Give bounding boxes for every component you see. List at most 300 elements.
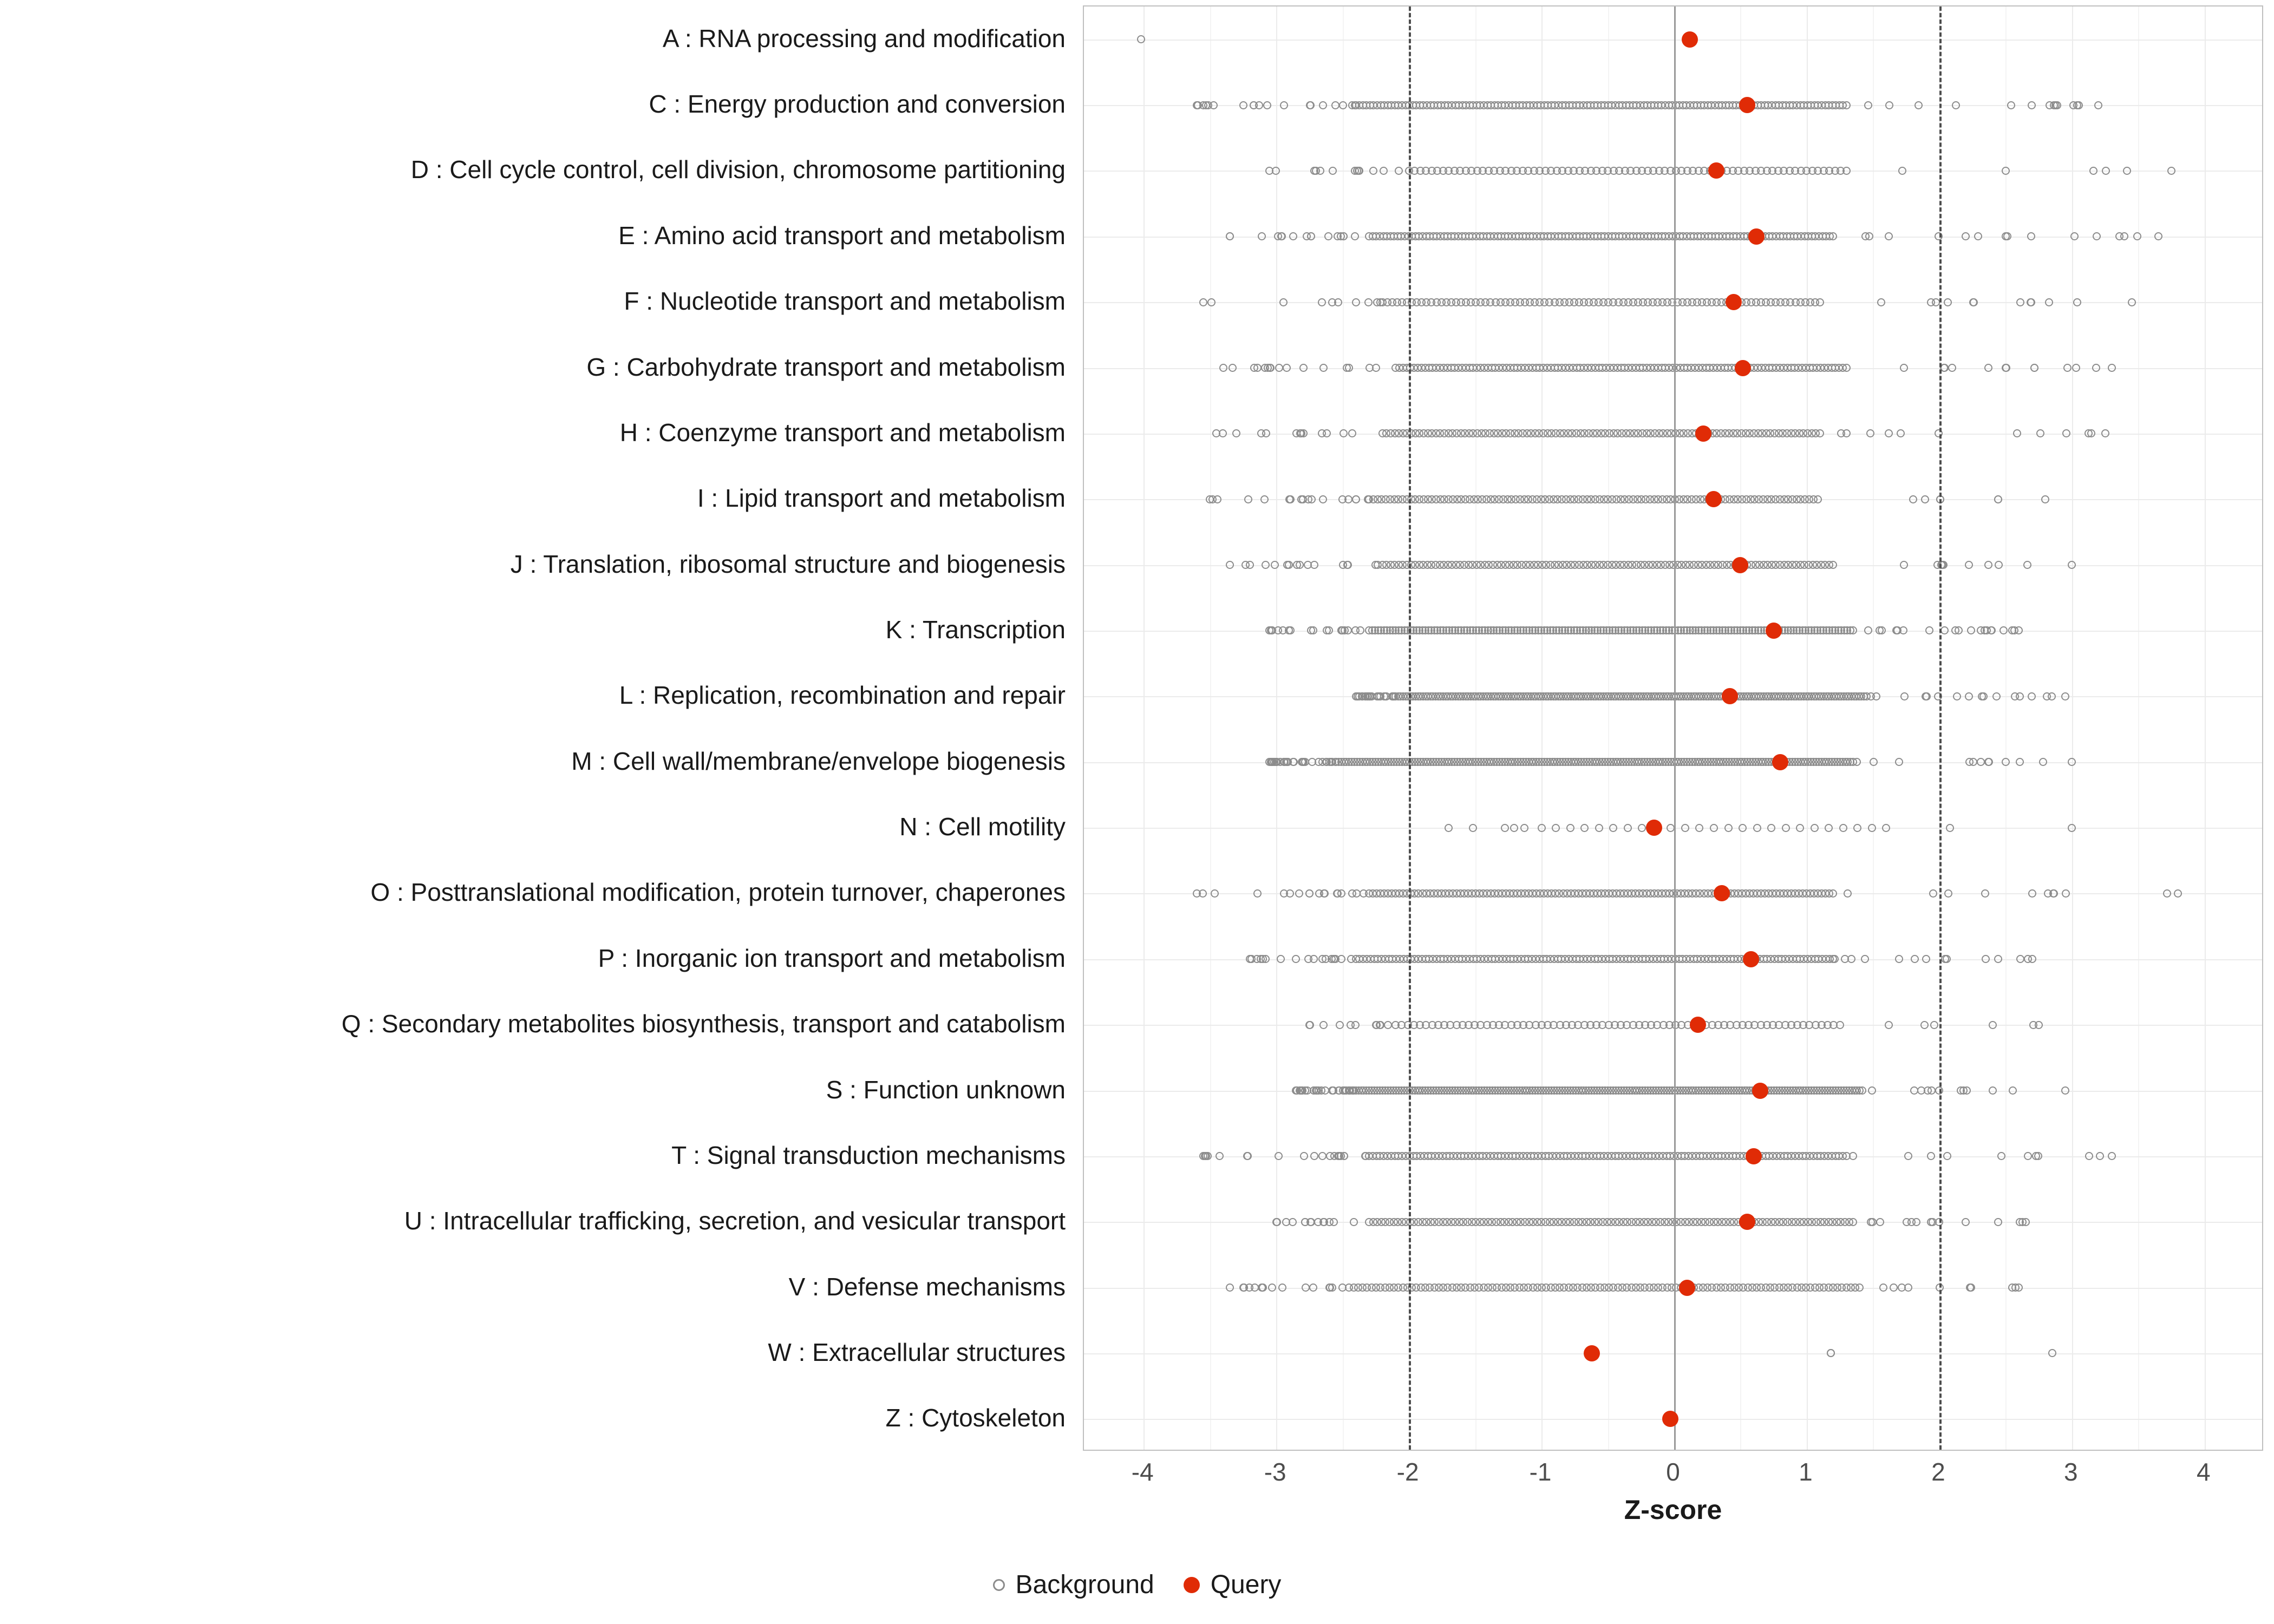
background-point [1903, 1218, 1911, 1226]
background-point [1814, 495, 1822, 503]
background-point [1876, 626, 1884, 634]
background-point [1900, 692, 1909, 700]
background-point [1922, 955, 1930, 963]
background-point [1925, 626, 1933, 634]
background-point [1319, 364, 1328, 372]
y-axis-label: Z : Cytoskeleton [885, 1404, 1066, 1432]
query-point [1743, 951, 1759, 967]
background-point [2002, 758, 2010, 766]
x-axis-tick-label: 1 [1799, 1458, 1813, 1486]
background-point [1268, 1284, 1276, 1292]
background-point [1948, 364, 1956, 372]
background-point [2068, 758, 2076, 766]
background-point [2072, 364, 2080, 372]
background-point [1842, 167, 1851, 175]
background-point [1695, 824, 1703, 832]
background-point [2041, 495, 2049, 503]
background-point [2028, 889, 2036, 898]
background-point [1929, 889, 1937, 898]
background-point [2027, 298, 2035, 306]
gridline-minor-x [1210, 6, 1211, 1450]
background-point [2062, 429, 2070, 437]
background-point [1940, 626, 1949, 634]
background-point [2085, 1152, 2093, 1160]
background-point [1301, 1218, 1309, 1226]
background-point [1323, 626, 1331, 634]
background-point [1962, 232, 1970, 240]
background-point [1638, 824, 1646, 832]
background-point [2002, 167, 2010, 175]
background-point [1876, 1218, 1884, 1226]
gridline-major-x [2072, 6, 2073, 1450]
background-point [1260, 495, 1269, 503]
background-point [1216, 1152, 1224, 1160]
background-point [1278, 1284, 1286, 1292]
background-point [1865, 232, 1873, 240]
background-point [1724, 824, 1733, 832]
background-point [1286, 626, 1295, 634]
background-point [2030, 364, 2038, 372]
legend-label-background: Background [1015, 1570, 1154, 1599]
background-point [2048, 1349, 2056, 1357]
background-point [1289, 758, 1297, 766]
background-point [1244, 495, 1252, 503]
background-point [1911, 955, 1919, 963]
background-point [1325, 1218, 1334, 1226]
background-point [1970, 298, 1978, 306]
background-point [1897, 429, 1905, 437]
background-point [1275, 1152, 1283, 1160]
background-point [1193, 101, 1201, 109]
background-point [1369, 167, 1377, 175]
background-point [1319, 495, 1327, 503]
background-point [1842, 364, 1851, 372]
background-point [1992, 692, 2001, 700]
background-point [2062, 889, 2070, 898]
background-point [1855, 1284, 1864, 1292]
background-point [1501, 824, 1509, 832]
threshold-line [1409, 6, 1411, 1450]
background-point [1279, 298, 1288, 306]
background-point [1226, 1284, 1234, 1292]
background-point [1912, 1218, 1920, 1226]
background-point [1364, 495, 1372, 503]
background-point [1334, 889, 1342, 898]
background-point [2023, 561, 2031, 569]
background-point [1984, 364, 1992, 372]
background-point [1339, 561, 1347, 569]
background-point [1870, 758, 1878, 766]
background-point [1309, 1284, 1317, 1292]
y-axis-label: O : Posttranslational modification, protein turnover, chaperones [370, 878, 1066, 907]
background-point [1944, 298, 1952, 306]
background-point [2050, 889, 2058, 898]
background-point [1292, 955, 1300, 963]
gridline-minor-x [1343, 6, 1344, 1450]
gridline-minor-x [1740, 6, 1741, 1450]
gridline-major-x [1143, 6, 1145, 1450]
background-point [1207, 298, 1216, 306]
background-point [1877, 298, 1885, 306]
background-point [1967, 1284, 1975, 1292]
x-axis-tick-label: 0 [1666, 1458, 1680, 1486]
gridline-minor-x [1873, 6, 1874, 1450]
background-point [1319, 101, 1327, 109]
background-point [1710, 824, 1718, 832]
background-point [1338, 1284, 1347, 1292]
background-point [1829, 232, 1837, 240]
background-point [1984, 561, 1992, 569]
background-point [1199, 298, 1207, 306]
background-point [1226, 561, 1234, 569]
background-point [2087, 429, 2095, 437]
background-point [1344, 495, 1352, 503]
background-point [2123, 167, 2131, 175]
background-point [1331, 101, 1339, 109]
background-point [1816, 429, 1824, 437]
x-axis-tick-label: -2 [1396, 1458, 1419, 1486]
background-point [1982, 955, 1990, 963]
background-point [1280, 101, 1288, 109]
y-axis-label: D : Cell cycle control, cell division, chromosome partitioning [410, 155, 1066, 184]
background-point [1258, 232, 1266, 240]
background-point [1286, 889, 1294, 898]
filled-circle-icon [1184, 1577, 1200, 1593]
background-point [1365, 692, 1374, 700]
background-point [1868, 824, 1876, 832]
background-point [2016, 955, 2024, 963]
background-point [1879, 1284, 1887, 1292]
background-point [1395, 167, 1403, 175]
background-point [1974, 232, 1982, 240]
gridline-row [1084, 1353, 2262, 1354]
background-point [1904, 1152, 1912, 1160]
background-point [1988, 626, 1996, 634]
query-point [1584, 1345, 1600, 1361]
background-point [2050, 101, 2058, 109]
background-point [1782, 824, 1790, 832]
background-point [2022, 1218, 2030, 1226]
background-point [1552, 824, 1560, 832]
y-axis-label: F : Nucleotide transport and metabolism [624, 287, 1066, 316]
background-point [1994, 955, 2002, 963]
background-point [1962, 1218, 1970, 1226]
background-point [1263, 101, 1271, 109]
background-point [2016, 298, 2024, 306]
query-point [1706, 491, 1722, 507]
background-point [1510, 824, 1518, 832]
background-point [1280, 758, 1288, 766]
background-point [1315, 758, 1323, 766]
background-point [1853, 824, 1861, 832]
y-axis-label: M : Cell wall/membrane/envelope biogenesis [571, 746, 1066, 775]
query-point [1766, 623, 1782, 639]
x-axis-tick-label: 3 [2064, 1458, 2078, 1486]
background-point [1847, 955, 1855, 963]
y-axis-category-labels [0, 0, 1077, 1456]
background-point [1296, 561, 1304, 569]
y-axis-label: P : Inorganic ion transport and metabolism [598, 944, 1066, 972]
y-axis-label: H : Coenzyme transport and metabolism [619, 418, 1066, 447]
background-point [2028, 955, 2036, 963]
y-axis-label: T : Signal transduction mechanisms [671, 1141, 1066, 1169]
background-point [1272, 1218, 1280, 1226]
background-point [2073, 298, 2081, 306]
background-point [1250, 101, 1258, 109]
background-point [2024, 1152, 2032, 1160]
background-point [1867, 1218, 1875, 1226]
background-point [1955, 626, 1963, 634]
background-point [2167, 167, 2175, 175]
chart-legend [0, 1570, 2274, 1600]
background-point [1365, 364, 1374, 372]
background-point [1282, 1218, 1290, 1226]
background-point [1244, 1152, 1252, 1160]
background-point [1624, 824, 1632, 832]
background-point [1310, 1152, 1318, 1160]
background-point [1351, 626, 1360, 634]
x-axis-tick-label: -1 [1529, 1458, 1552, 1486]
background-point [2102, 167, 2110, 175]
query-point [1695, 425, 1711, 442]
background-point [1334, 298, 1342, 306]
background-point [1909, 495, 1917, 503]
background-point [1310, 955, 1318, 963]
background-point [1352, 298, 1360, 306]
background-point [1229, 364, 1237, 372]
background-point [1285, 495, 1293, 503]
background-point [1339, 101, 1347, 109]
background-point [2068, 824, 2076, 832]
background-point [2028, 101, 2036, 109]
background-point [1989, 1021, 1997, 1029]
background-point [2108, 1152, 2116, 1160]
background-point [1226, 232, 1234, 240]
query-point [1714, 885, 1730, 901]
background-point [2016, 758, 2024, 766]
background-point [1864, 101, 1872, 109]
background-point [1262, 561, 1270, 569]
background-point [1212, 429, 1220, 437]
background-point [2045, 298, 2053, 306]
background-point [1995, 561, 2003, 569]
background-point [1352, 495, 1360, 503]
x-axis-tick-label: 4 [2196, 1458, 2211, 1486]
background-point [1246, 561, 1254, 569]
background-point [1295, 889, 1303, 898]
background-point [1283, 561, 1291, 569]
background-point [1811, 824, 1819, 832]
gridline-minor-x [1608, 6, 1609, 1450]
background-point [1898, 167, 1906, 175]
y-axis-label: J : Translation, ribosomal structure and biogenesis [510, 549, 1066, 578]
background-point [1898, 1284, 1906, 1292]
y-axis-label: G : Carbohydrate transport and metabolism [586, 352, 1066, 381]
y-axis-label: L : Replication, recombination and repair [619, 681, 1066, 710]
background-point [1364, 298, 1373, 306]
background-point [2009, 1086, 2017, 1095]
background-point [1309, 626, 1317, 634]
background-point [1347, 955, 1355, 963]
gridline-major-x [1541, 6, 1543, 1450]
background-point [1347, 1021, 1355, 1029]
background-point [1319, 1021, 1328, 1029]
background-point [1836, 1021, 1844, 1029]
y-axis-label: I : Lipid transport and metabolism [697, 484, 1066, 513]
x-axis-tick-label: -4 [1131, 1458, 1154, 1486]
background-point [1375, 692, 1383, 700]
background-point [2174, 889, 2182, 898]
background-point [1997, 1152, 2005, 1160]
background-point [2039, 758, 2047, 766]
query-point [1682, 31, 1698, 48]
background-point [1965, 692, 1973, 700]
background-point [2007, 101, 2015, 109]
background-point [1324, 232, 1332, 240]
background-point [1831, 955, 1839, 963]
background-point [2035, 1021, 2043, 1029]
background-point [1355, 167, 1363, 175]
background-point [1825, 824, 1833, 832]
background-point [2011, 692, 2019, 700]
background-point [1335, 1086, 1343, 1095]
gridline-major-x [2205, 6, 2206, 1450]
background-point [2028, 692, 2036, 700]
y-axis-label: C : Energy production and conversion [649, 90, 1066, 119]
background-point [2128, 298, 2136, 306]
background-point [2154, 232, 2162, 240]
background-point [2092, 364, 2100, 372]
background-point [1829, 561, 1837, 569]
background-point [1900, 561, 1908, 569]
background-point [1953, 692, 1961, 700]
background-point [1967, 626, 1975, 634]
background-point [1853, 758, 1861, 766]
background-point [1994, 1218, 2002, 1226]
background-point [1861, 955, 1869, 963]
background-point [1977, 758, 1985, 766]
background-point [2093, 232, 2101, 240]
background-point [1339, 429, 1348, 437]
y-axis-label: Q : Secondary metabolites biosynthesis, transport and catabolism [341, 1010, 1066, 1038]
legend-entry-query [1184, 1570, 1282, 1600]
background-point [1348, 429, 1356, 437]
query-point [1739, 1214, 1755, 1230]
query-point [1708, 162, 1724, 179]
background-point [1384, 1021, 1392, 1029]
background-point [1289, 232, 1297, 240]
background-point [1885, 232, 1893, 240]
query-point [1746, 1148, 1762, 1164]
background-point [1978, 692, 1986, 700]
background-point [1965, 561, 1973, 569]
background-point [2063, 364, 2072, 372]
background-point [1350, 1218, 1358, 1226]
background-point [1283, 364, 1291, 372]
background-point [1316, 167, 1324, 175]
gridline-major-x [1276, 6, 1277, 1450]
background-point [2133, 232, 2141, 240]
background-point [1253, 889, 1262, 898]
y-axis-label: K : Transcription [885, 615, 1066, 644]
open-circle-icon [993, 1579, 1005, 1591]
background-point [1352, 692, 1360, 700]
background-point [1827, 1349, 1835, 1357]
background-point [1849, 1152, 1857, 1160]
background-point [1849, 1218, 1857, 1226]
y-axis-label: V : Defense mechanisms [788, 1272, 1066, 1301]
query-point [1772, 754, 1788, 770]
background-point [1885, 1021, 1893, 1029]
background-point [1343, 364, 1351, 372]
background-point [1320, 889, 1328, 898]
background-point [1204, 101, 1212, 109]
background-point [1946, 824, 1954, 832]
background-point [1921, 495, 1929, 503]
background-point [2061, 692, 2069, 700]
background-point [1360, 889, 1368, 898]
background-point [1849, 626, 1857, 634]
query-point [1646, 820, 1662, 836]
background-point [1868, 1086, 1876, 1095]
background-point [1829, 889, 1837, 898]
background-point [2002, 364, 2010, 372]
background-point [1246, 955, 1254, 963]
background-point [2036, 429, 2044, 437]
background-point [1239, 101, 1247, 109]
x-axis-tick-label: 2 [1931, 1458, 1945, 1486]
background-point [1864, 626, 1872, 634]
background-point [1304, 495, 1312, 503]
background-point [1882, 824, 1890, 832]
background-point [1963, 1086, 1971, 1095]
background-point [1520, 824, 1528, 832]
background-point [1566, 824, 1574, 832]
background-point [1842, 101, 1851, 109]
background-point [1232, 429, 1240, 437]
background-point [1380, 167, 1388, 175]
background-point [1858, 1086, 1866, 1095]
query-point [1662, 1411, 1678, 1427]
background-point [2027, 232, 2035, 240]
background-point [1137, 35, 1145, 43]
background-point [2094, 101, 2102, 109]
background-point [1739, 824, 1747, 832]
background-point [1538, 824, 1546, 832]
background-point [1844, 889, 1852, 898]
background-point [1318, 1152, 1327, 1160]
background-point [1767, 824, 1775, 832]
y-axis-label: U : Intracellular trafficking, secretion, and vesicular transport [404, 1207, 1066, 1235]
background-point [1920, 1021, 1929, 1029]
background-point [1301, 758, 1309, 766]
background-point [1310, 561, 1318, 569]
background-point [1994, 495, 2002, 503]
gridline-minor-x [2005, 6, 2007, 1450]
background-point [1866, 429, 1874, 437]
background-point [1900, 364, 1908, 372]
query-point [1679, 1280, 1695, 1296]
background-point [1326, 1284, 1334, 1292]
background-point [2013, 429, 2021, 437]
query-point [1732, 557, 1748, 573]
background-point [1895, 758, 1903, 766]
background-point [1981, 889, 1989, 898]
background-point [1816, 298, 1824, 306]
background-point [1306, 101, 1314, 109]
plot-panel [1083, 5, 2263, 1451]
background-point [1895, 955, 1903, 963]
